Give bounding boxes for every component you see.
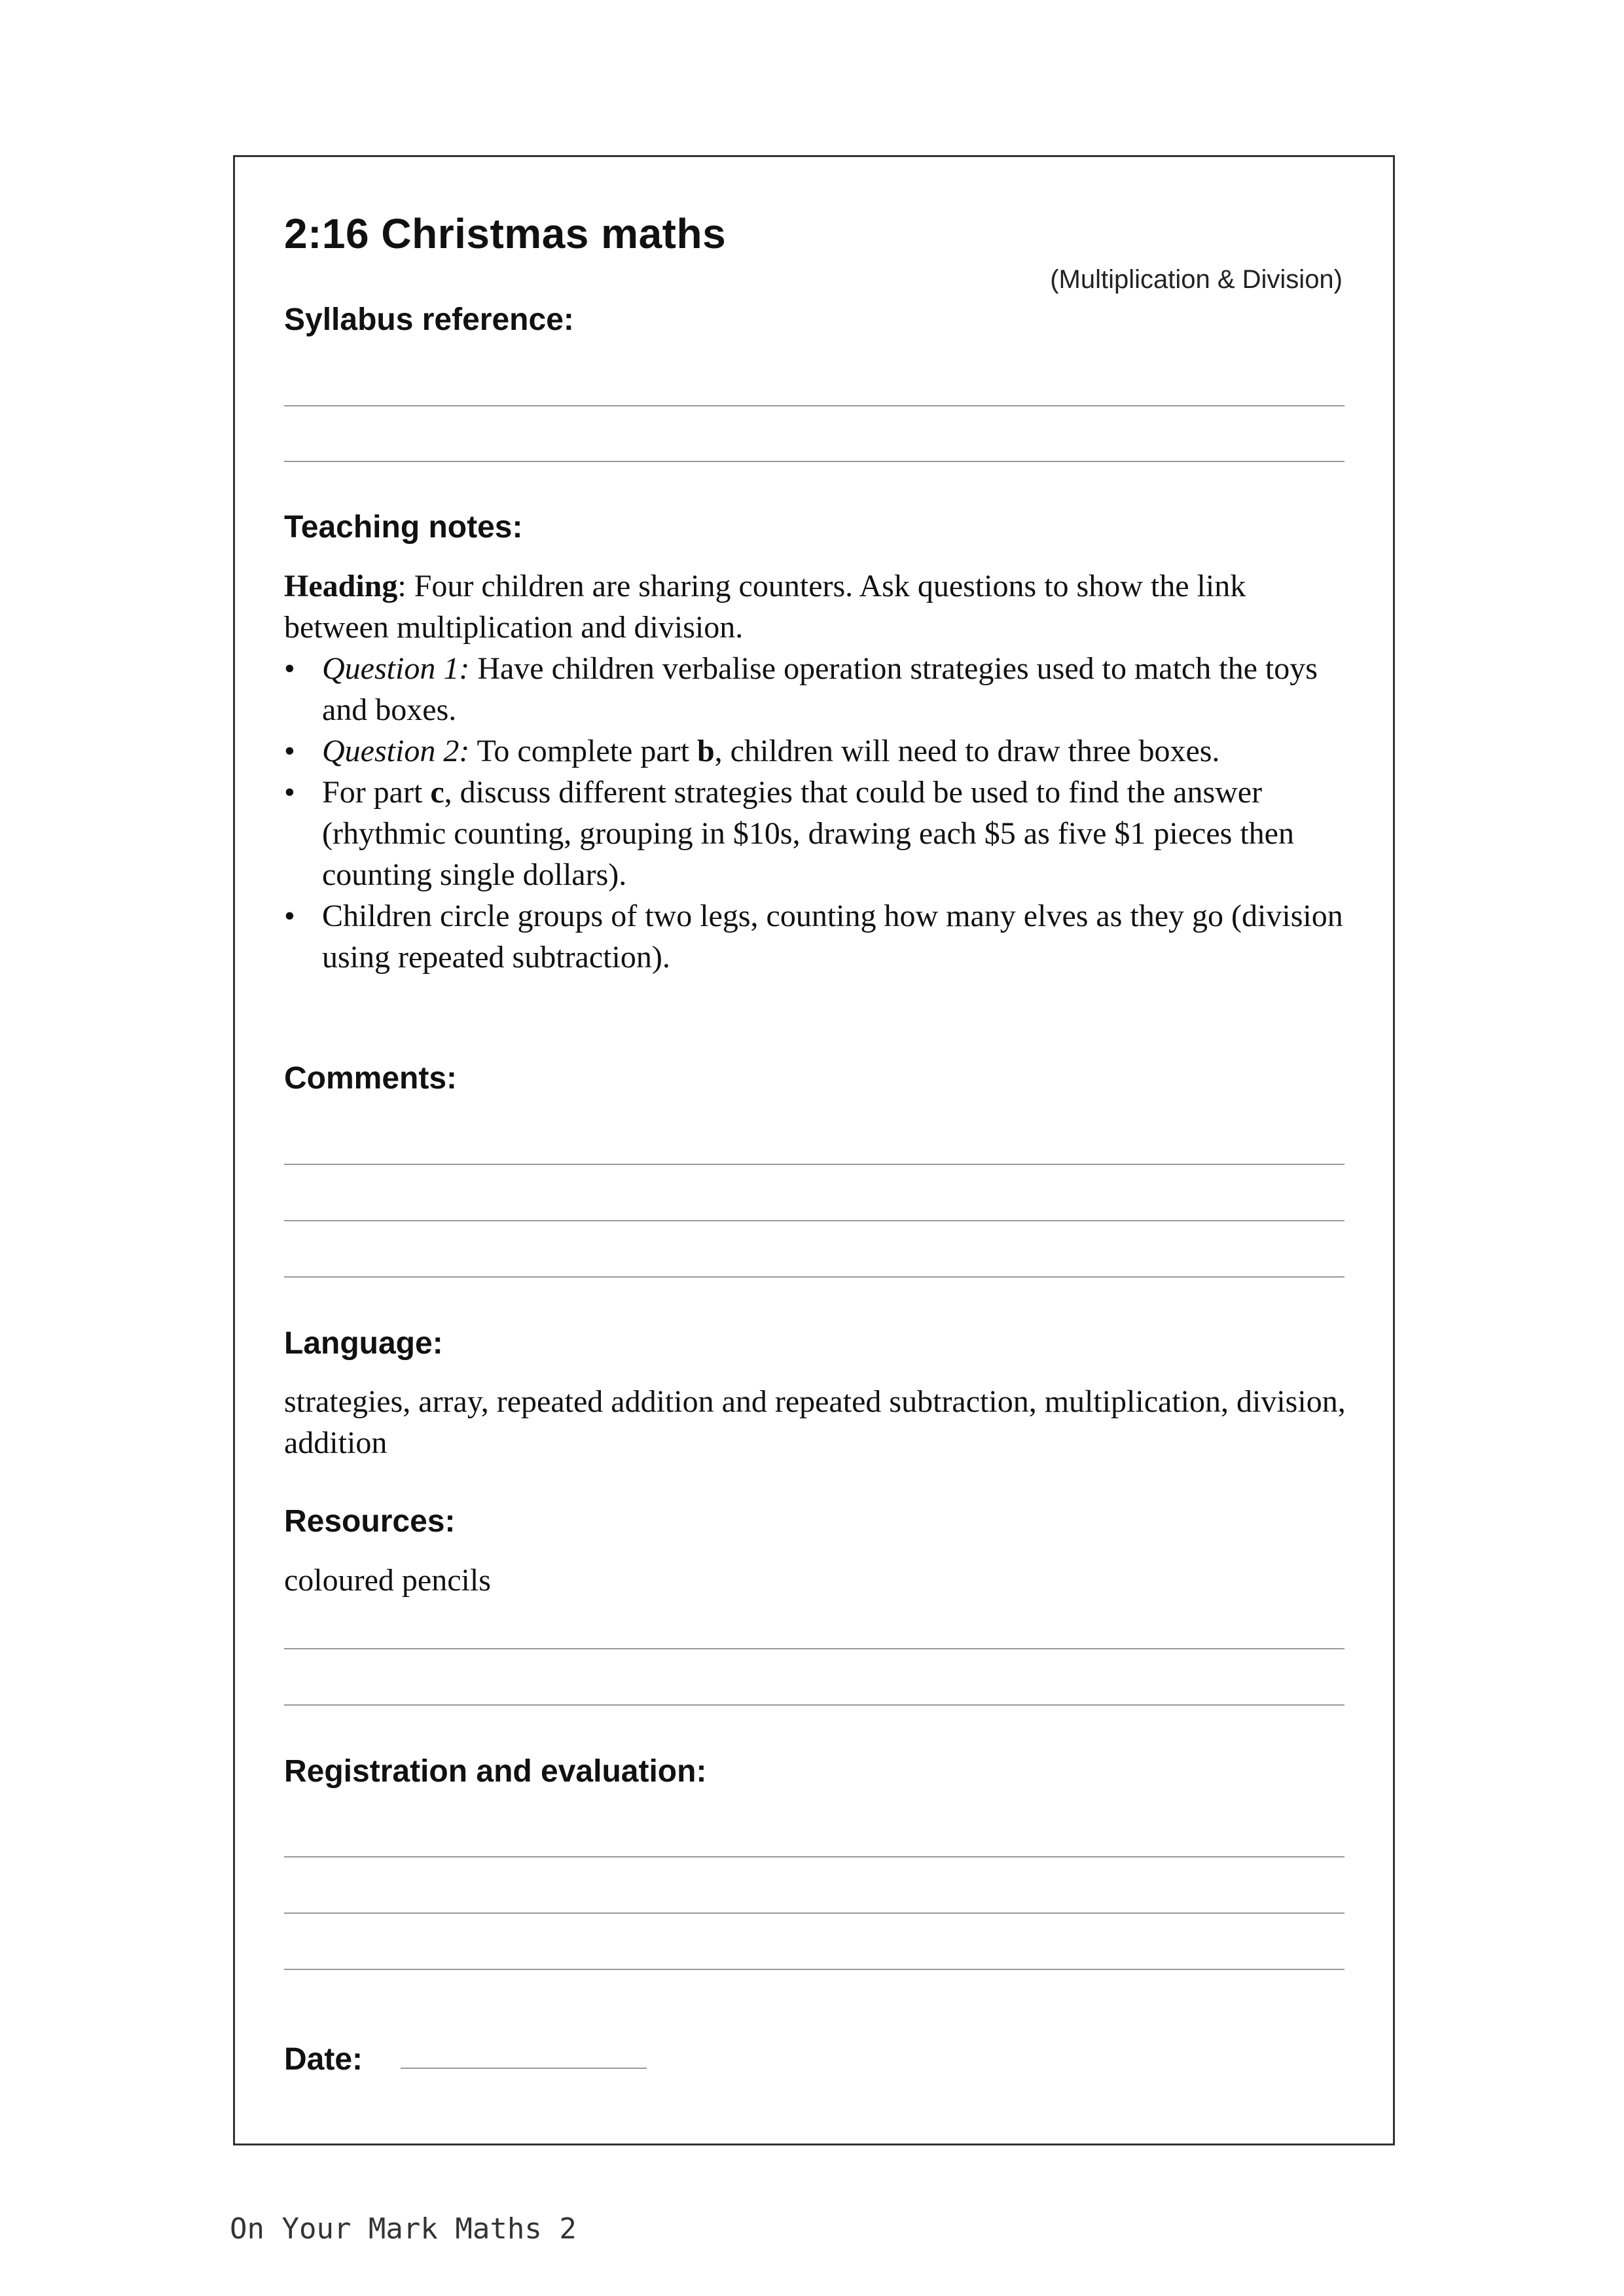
syllabus-line-1[interactable] xyxy=(284,405,1344,406)
item-text: , children will need to draw three boxes. xyxy=(714,734,1220,768)
teaching-notes-list xyxy=(284,648,1358,978)
item-italic: Question 1: xyxy=(322,651,470,686)
intro-text: : Four children are sharing counters. Ask questions to show the link between multiplication and division. xyxy=(284,569,1246,645)
bullet-icon: • xyxy=(284,651,295,686)
bullet-icon: • xyxy=(284,899,295,933)
resources-line-2[interactable] xyxy=(284,1704,1344,1706)
page-frame xyxy=(233,155,1395,2145)
item-pre: To complete part xyxy=(469,734,697,768)
comments-line-1[interactable] xyxy=(284,1164,1344,1165)
comments-heading: Comments: xyxy=(284,1061,458,1096)
footer-text: On Your Mark Maths 2 xyxy=(230,2212,577,2246)
registration-line-1[interactable] xyxy=(284,1856,1344,1857)
date-label: Date: xyxy=(284,2042,363,2077)
bullet-icon: • xyxy=(284,775,295,810)
comments-line-2[interactable] xyxy=(284,1220,1344,1221)
language-text: strategies, array, repeated addition and repeated subtraction, multiplication, division, addition xyxy=(284,1384,1346,1460)
resources-line-1[interactable] xyxy=(284,1648,1344,1649)
resources-text: coloured pencils xyxy=(284,1563,491,1598)
page-title: 2:16 Christmas maths xyxy=(284,210,727,257)
list-item xyxy=(284,772,1358,895)
syllabus-line-2[interactable] xyxy=(284,461,1344,462)
item-pre: For part xyxy=(322,775,431,810)
syllabus-heading: Syllabus reference: xyxy=(284,302,574,337)
resources-heading: Resources: xyxy=(284,1504,456,1539)
registration-line-2[interactable] xyxy=(284,1912,1344,1914)
date-field-line[interactable] xyxy=(401,2068,647,2069)
item-text: Children circle groups of two legs, counting how many elves as they go (division using repeated subtraction). xyxy=(322,899,1343,975)
teaching-notes-body xyxy=(284,565,1358,978)
item-italic: Question 2: xyxy=(322,734,470,768)
item-text: Have children verbalise operation strategies used to match the toys and boxes. xyxy=(322,651,1318,727)
list-item xyxy=(284,730,1358,772)
item-bold: b xyxy=(696,734,715,768)
teaching-notes-heading: Teaching notes: xyxy=(284,510,523,545)
teaching-notes-intro xyxy=(284,565,1358,648)
item-bold: c xyxy=(430,775,444,810)
registration-heading: Registration and evaluation: xyxy=(284,1754,707,1789)
list-item xyxy=(284,895,1358,978)
comments-line-3[interactable] xyxy=(284,1276,1344,1278)
page-subtitle: (Multiplication & Division) xyxy=(1050,265,1343,294)
intro-bold: Heading xyxy=(284,569,398,603)
registration-line-3[interactable] xyxy=(284,1969,1344,1970)
item-text: , discuss different strategies that could be used to find the answer (rhythmic counting, grouping in $10s, drawing each $5 as five $1 pieces then counting single dollars). xyxy=(322,775,1294,892)
bullet-icon: • xyxy=(284,734,295,768)
list-item xyxy=(284,648,1358,730)
language-heading: Language: xyxy=(284,1326,443,1361)
